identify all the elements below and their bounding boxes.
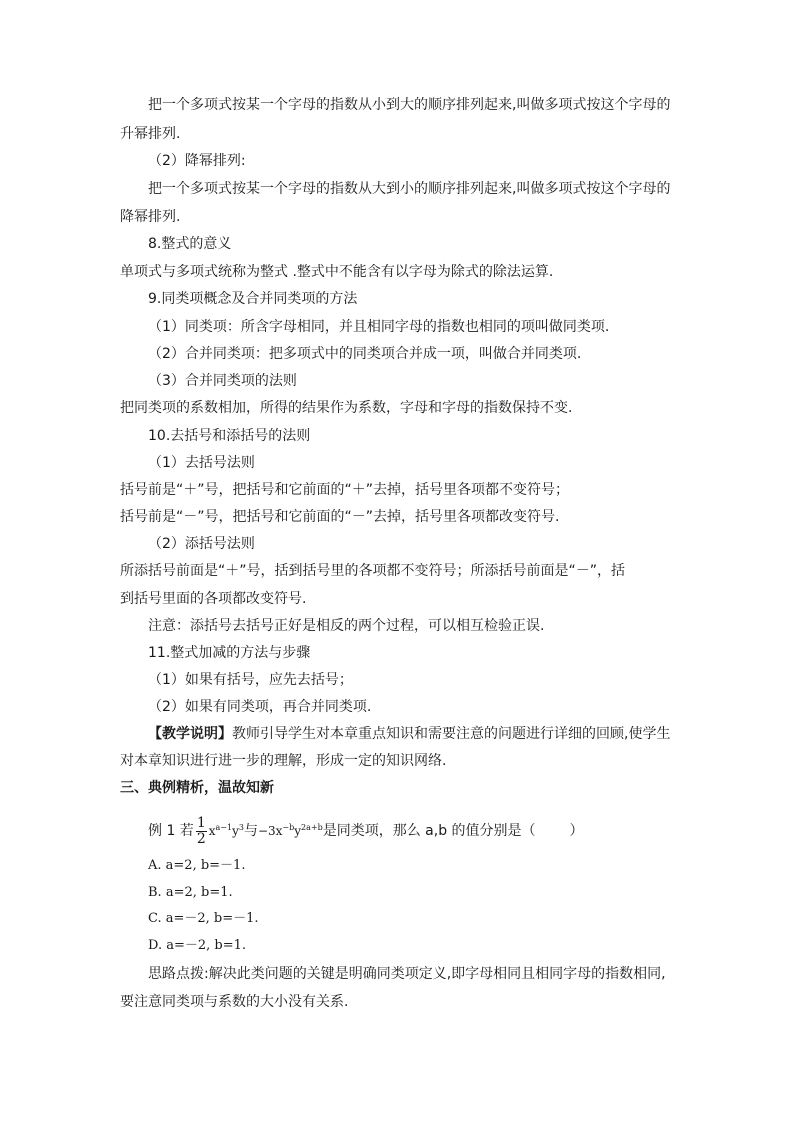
heading-11: 11.整式加减的方法与步骤 — [148, 645, 311, 661]
fraction-denominator: 2 — [196, 830, 206, 847]
teaching-note-line1 — [148, 724, 728, 744]
para-add-brackets-line2: 到括号里面的各项都改变符号. — [120, 591, 307, 607]
option-b: B. a=2, b=1. — [148, 885, 233, 900]
item-combine: （2）合并同类项：把多项式中的同类项合并成一项，叫做合并同类项. — [148, 346, 582, 362]
heading-9: 9.同类项概念及合并同类项的方法 — [148, 291, 358, 307]
section-3-heading: 三、典例精析，温故知新 — [120, 780, 274, 796]
para-add-brackets-line1: 所添括号前面是“＋”号，括到括号里的各项都不变符号；所添括号前面是“－”，括 — [120, 563, 626, 579]
analysis-line1: 思路点拨:解决此类问题的关键是明确同类项定义,即字母相同且相同字母的指数相同, — [148, 966, 666, 982]
para-ascending-line2: 升幂排列. — [120, 126, 181, 142]
para-descending-line2: 降幂排列. — [120, 209, 181, 225]
term-2-coef: −3x — [257, 824, 283, 838]
heading-10: 10.去括号和添括号的法则 — [148, 428, 311, 444]
teaching-note-text: 教师引导学生对本章重点知识和需要注意的问题进行详细的回顾,使学生 — [232, 726, 671, 742]
term-1-x: x — [208, 824, 216, 838]
item-descending-title: （2）降幂排列: — [148, 153, 246, 169]
example-mid: 与 — [243, 823, 258, 839]
item-step1: （1）如果有括号，应先去括号； — [148, 672, 353, 688]
example-1-question — [148, 808, 728, 848]
item-remove-brackets: （1）去括号法则 — [148, 455, 255, 471]
term-1-x-exponent: a−1 — [215, 823, 233, 832]
option-d: D. a=－2, b=1. — [148, 938, 247, 953]
teaching-note-label: 【教学说明】 — [148, 726, 232, 742]
example-close-paren: ） — [569, 823, 584, 839]
term-2-y: y — [294, 824, 302, 838]
para-polynomial-meaning: 单项式与多项式统称为整式 .整式中不能含有以字母为除式的除法运算. — [120, 264, 554, 280]
term-1-y-exponent: 3 — [238, 823, 244, 832]
fraction-numerator: 1 — [196, 814, 206, 831]
para-remove-minus: 括号前是“－”号，把括号和它前面的“－”去掉，括号里各项都改变符号. — [120, 509, 560, 525]
fraction-one-half — [196, 816, 207, 847]
term-1 — [209, 824, 244, 838]
example-prefix: 例 1 若 — [148, 823, 194, 839]
analysis-line2: 要注意同类项与系数的大小没有关系. — [120, 994, 349, 1010]
teaching-note-line2: 对本章知识进行进一步的理解，形成一定的知识网络. — [120, 753, 447, 769]
option-a: A. a=2, b=－1. — [148, 858, 246, 873]
term-1-y: y — [232, 824, 239, 838]
para-note: 注意：添括号去括号正好是相反的两个过程，可以相互检验正误. — [148, 618, 545, 634]
para-ascending-line1: 把一个多项式按某一个字母的指数从小到大的顺序排列起来,叫做多项式按这个字母的 — [148, 97, 671, 113]
item-like-terms: （1）同类项：所含字母相同，并且相同字母的指数也相同的项叫做同类项. — [148, 319, 610, 335]
item-combine-rule: （3）合并同类项的法则 — [148, 373, 297, 389]
term-2-y-exponent: 2a+b — [301, 823, 323, 832]
para-descending-line1: 把一个多项式按某一个字母的指数从大到小的顺序排列起来,叫做多项式按这个字母的 — [148, 181, 671, 197]
item-step2: （2）如果有同类项，再合并同类项. — [148, 699, 372, 715]
term-2 — [258, 824, 323, 838]
option-c: C. a=－2, b=－1. — [148, 911, 259, 926]
example-suffix: 是同类项，那么 a,b 的值分别是（ — [322, 823, 536, 839]
item-add-brackets: （2）添括号法则 — [148, 536, 255, 552]
term-2-x-exponent: −b — [282, 823, 295, 832]
para-remove-plus: 括号前是“＋”号，把括号和它前面的“＋”去掉，括号里各项都不变符号； — [120, 482, 570, 498]
para-combine-rule: 把同类项的系数相加，所得的结果作为系数，字母和字母的指数保持不变. — [120, 400, 573, 416]
heading-8: 8.整式的意义 — [148, 236, 232, 252]
